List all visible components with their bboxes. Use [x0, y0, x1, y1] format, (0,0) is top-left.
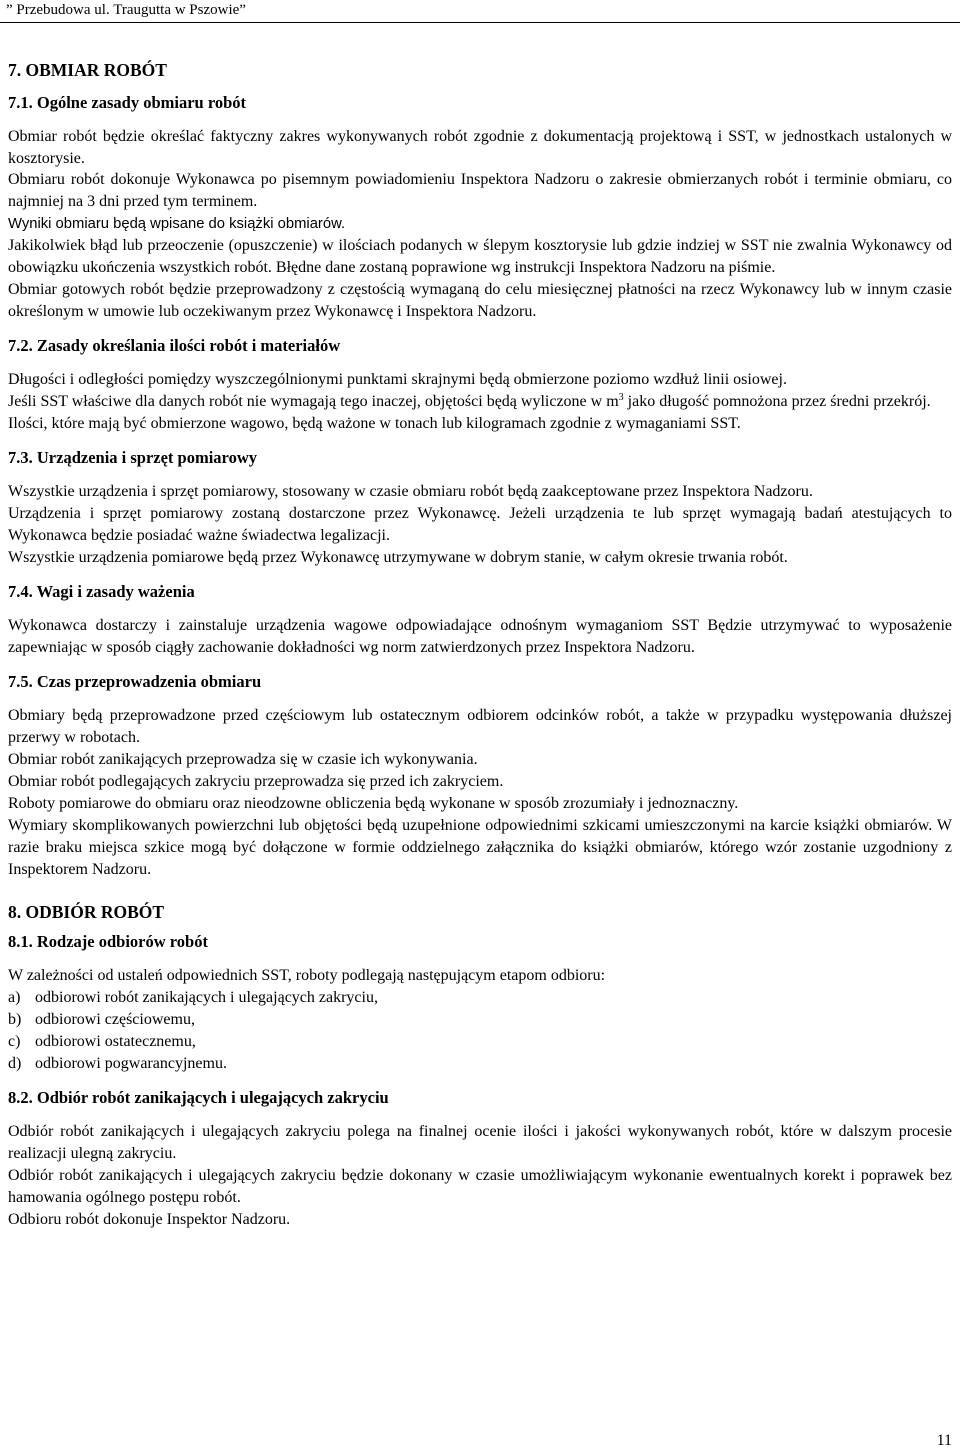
page-header [0, 0, 960, 23]
paragraph: Obmiar robót będzie określać faktyczny zakres wykonywanych robót zgodnie z dokumentacją projektową i SST, w jednostkach ustalonych w kosztorysie. [8, 128, 952, 167]
list-item: b) odbiorowi częściowemu, [8, 1011, 195, 1028]
section-7-5-title: 7.5. Czas przeprowadzenia obmiaru [8, 672, 262, 691]
section-8-1-title: 8.1. Rodzaje odbiorów robót [8, 932, 208, 951]
paragraph: Wszystkie urządzenia pomiarowe będą przez Wykonawcę utrzymywane w dobrym stanie, w całym okresie trwania robót. [8, 549, 788, 566]
document-title: ” Przebudowa ul. Traugutta w Pszowie” [6, 2, 246, 18]
paragraph: Obmiary będą przeprowadzone przed częściowym lub ostatecznym odbiorem odcinków robót, a także w przypadku występowania dłuższej przerwy w robotach. [8, 707, 952, 746]
paragraph: Ilości, które mają być obmierzone wagowo, będą ważone w tonach lub kilogramach zgodnie z wymaganiami SST. [8, 415, 741, 432]
paragraph: Obmiar robót zanikających przeprowadza się w czasie ich wykonywania. [8, 751, 478, 768]
paragraph: Jeśli SST właściwe dla danych robót nie wymagają tego inaczej, objętości będą wyliczone w $m^3$ jako długość pomnożona przez średni przekrój. [8, 392, 931, 410]
paragraph: W zależności od ustaleń odpowiednich SST, roboty podlegają następującym etapom odbioru: [8, 967, 606, 984]
section-7-4-title: 7.4. Wagi i zasady ważenia [8, 582, 195, 601]
document-body [8, 59, 952, 1231]
paragraph: Odbiór robót zanikających i ulegających zakryciu polega na finalnej ocenie ilości i jakości wykonywanych robót, które w dalszym procesie realizacji ulegną zakryciu. [8, 1123, 952, 1162]
paragraph: Wyniki obmiaru będą wpisane do książki obmiarów. [8, 216, 346, 232]
section-7-2-title: 7.2. Zasady określania ilości robót i materiałów [8, 336, 341, 355]
paragraph: Odbiór robót zanikających i ulegających zakryciu będzie dokonany w czasie umożliwiającym wykonanie ewentualnych korekt i poprawek bez hamowania ogólnego postępu robót. [8, 1167, 952, 1206]
page-number: 11 [936, 1432, 952, 1449]
section-7-title: 7. OBMIAR ROBÓT [8, 60, 167, 80]
acceptance-types-list [8, 987, 952, 1075]
paragraph: Długości i odległości pomiędzy wyszczególnionymi punktami skrajnymi będą obmierzone poziomo wzdłuż linii osiowej. [8, 371, 787, 388]
paragraph: Obmiar gotowych robót będzie przeprowadzony z częstością wymaganą do celu miesięcznej płatności na rzecz Wykonawcy lub w innym czasie określonym w umowie lub oczekiwanym przez Wykonawcę i Inspektora Nadzoru. [8, 281, 952, 320]
list-item: a) odbiorowi robót zanikających i ulegających zakryciu, [8, 989, 378, 1006]
paragraph: Odbioru robót dokonuje Inspektor Nadzoru. [8, 1211, 291, 1228]
section-7-1-title: 7.1. Ogólne zasady obmiaru robót [8, 93, 247, 112]
paragraph: Wykonawca dostarczy i zainstaluje urządzenia wagowe odpowiadające odnośnym wymaganiom SST Będzie utrzymywać to wyposażenie zapewniając w sposób ciągły zachowanie dokładności wg norm zatwierdzonych przez Inspektora Nadzoru. [8, 617, 952, 656]
paragraph: Obmiaru robót dokonuje Wykonawca po pisemnym powiadomieniu Inspektora Nadzoru o zakresie obmierzanych robót i terminie obmiaru, co najmniej na 3 dni przed tym terminem. [8, 171, 952, 210]
paragraph: Urządzenia i sprzęt pomiarowy zostaną dostarczone przez Wykonawcę. Jeżeli urządzenia te lub sprzęt wymagają badań atestujących to Wykonawca będzie posiadać ważne świadectwa legalizacji. [8, 505, 952, 544]
paragraph: Roboty pomiarowe do obmiaru oraz nieodzowne obliczenia będą wykonane w sposób zrozumiały i jednoznaczny. [8, 795, 739, 812]
section-8-2-title: 8.2. Odbiór robót zanikających i ulegających zakryciu [8, 1088, 389, 1107]
section-8-title: 8. ODBIÓR ROBÓT [8, 902, 165, 922]
list-item: c) odbiorowi ostatecznemu, [8, 1033, 196, 1050]
paragraph: Obmiar robót podlegających zakryciu przeprowadza się przed ich zakryciem. [8, 773, 504, 790]
paragraph: Wymiary skomplikowanych powierzchni lub objętości będą uzupełnione odpowiednimi szkicami umieszczonymi na karcie książki obmiarów. W razie braku miejsca szkice mogą być dołączone w formie oddzielnego załącznika do książki obmiarów, którego wzór zostanie uzgodniony z Inspektorem Nadzoru. [8, 817, 952, 878]
list-item: d) odbiorowi pogwarancyjnemu. [8, 1055, 227, 1072]
paragraph: Wszystkie urządzenia i sprzęt pomiarowy, stosowany w czasie obmiaru robót będą zaakceptowane przez Inspektora Nadzoru. [8, 483, 813, 500]
paragraph: Jakikolwiek błąd lub przeoczenie (opuszczenie) w ilościach podanych w ślepym kosztorysie lub gdzie indziej w SST nie zwalnia Wykonawcy od obowiązku ukończenia wszystkich robót. Błędne dane zostaną poprawione wg instrukcji Inspektora Nadzoru na piśmie. [8, 237, 952, 276]
section-7-3-title: 7.3. Urządzenia i sprzęt pomiarowy [8, 448, 257, 467]
